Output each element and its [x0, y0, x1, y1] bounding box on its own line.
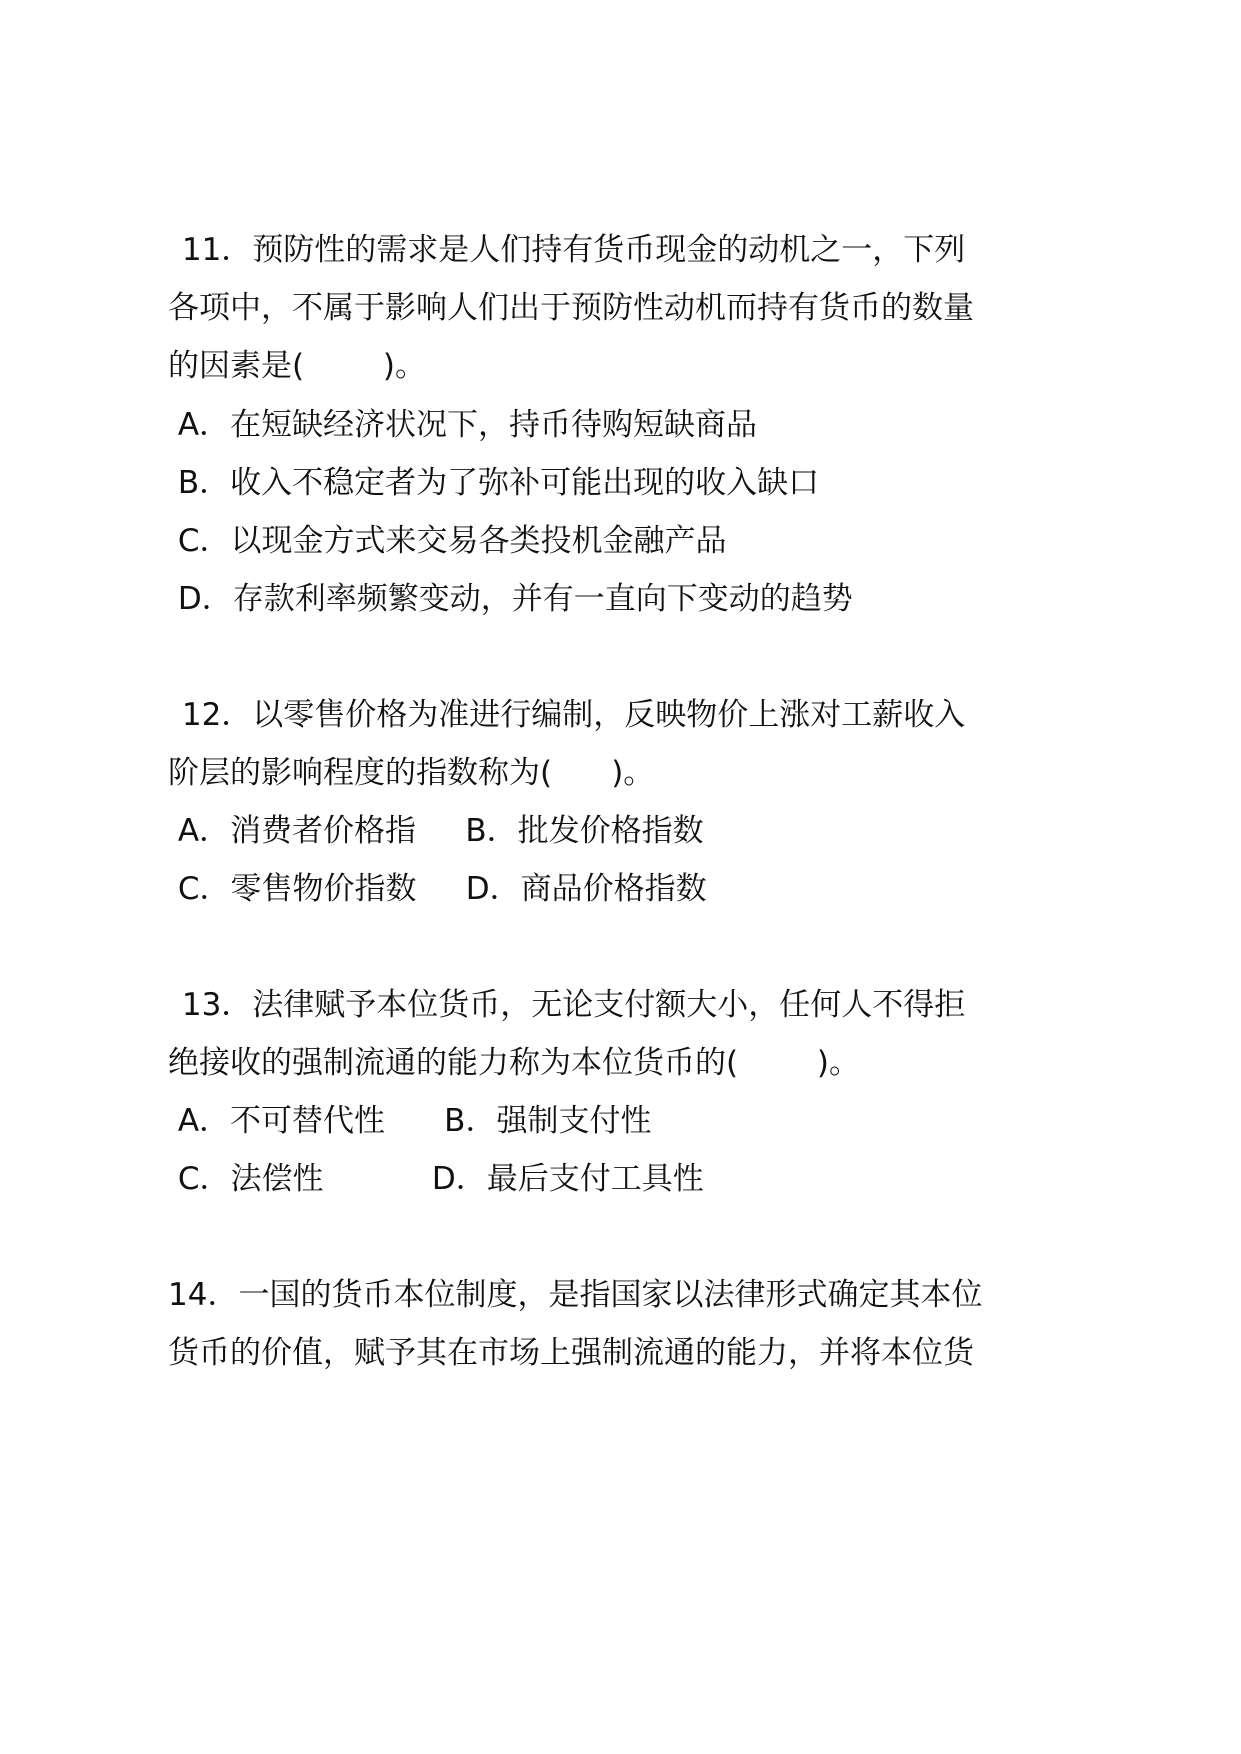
question-14-stem-line-2: 货币的价值，赋予其在市场上强制流通的能力，并将本位货	[168, 1335, 974, 1371]
question-11-option-d: D．存款利率频繁变动，并有一直向下变动的趋势	[168, 581, 853, 617]
question-12-options-cd: C．零售物价指数 D．商品价格指数	[168, 871, 707, 907]
question-12-stem-line-1: 12．以零售价格为准进行编制，反映物价上涨对工薪收入	[172, 697, 966, 733]
question-12-stem-line-2: 阶层的影响程度的指数称为( )。	[168, 755, 655, 791]
question-11-stem-line-2: 各项中，不属于影响人们出于预防性动机而持有货币的数量	[168, 290, 974, 326]
question-11-stem-line-3: 的因素是( )。	[168, 348, 427, 384]
question-13-options-ab: A．不可替代性 B．强制支付性	[168, 1103, 652, 1139]
question-13-stem-line-2: 绝接收的强制流通的能力称为本位货币的( )。	[168, 1045, 861, 1081]
question-14-stem-line-1: 14．一国的货币本位制度，是指国家以法律形式确定其本位	[168, 1277, 983, 1313]
question-11-stem-line-1: 11．预防性的需求是人们持有货币现金的动机之一，下列	[172, 232, 966, 268]
question-13-stem-line-1: 13．法律赋予本位货币，无论支付额大小，任何人不得拒	[172, 987, 966, 1023]
question-11-option-b: B．收入不稳定者为了弥补可能出现的收入缺口	[168, 465, 820, 501]
question-11-option-a: A．在短缺经济状况下，持币待购短缺商品	[168, 407, 758, 443]
question-12-options-ab: A．消费者价格指 B．批发价格指数	[168, 813, 704, 849]
question-13-options-cd: C．法偿性 D．最后支付工具性	[168, 1161, 704, 1197]
question-11-option-c: C．以现金方式来交易各类投机金融产品	[168, 523, 727, 559]
